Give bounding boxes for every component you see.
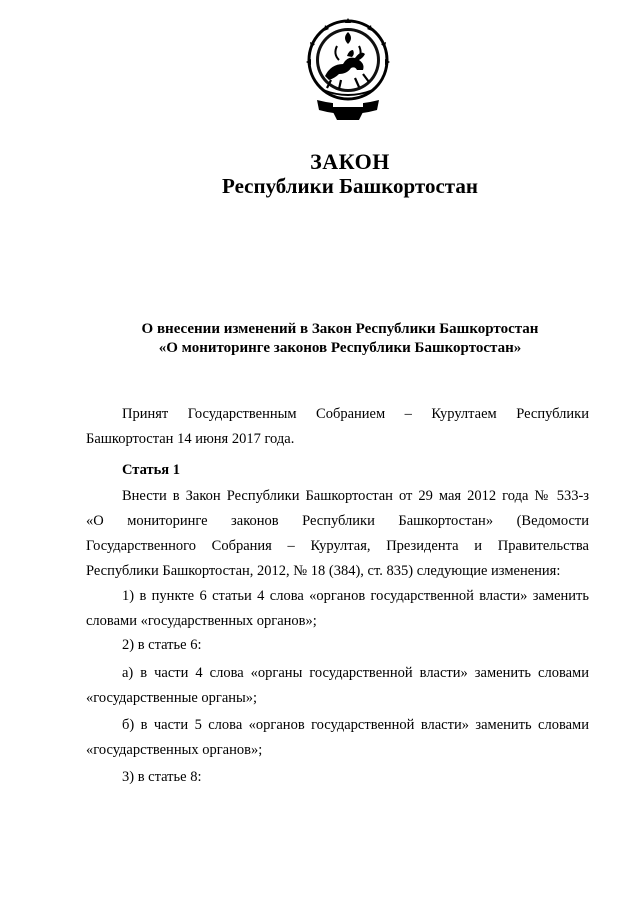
law-subject-line-1: О внесении изменений в Закон Республики Башкортостан — [141, 321, 539, 337]
item-2a-line-2: «государственные органы»; — [86, 690, 258, 706]
intro-line-2: «О мониторинге законов Республики Башкортостан» (Ведомости — [86, 513, 589, 529]
article-intro-paragraph — [86, 484, 589, 584]
article-item-1 — [86, 584, 589, 634]
intro-line-1: Внести в Закон Республики Башкортостан от 29 мая 2012 года № 533-з — [122, 488, 589, 504]
article-item-3: 3) в статье 8: — [122, 769, 202, 785]
document-title-republic: Республики Башкортостан — [222, 174, 478, 198]
item-2b-line-2: «государственных органов»; — [86, 742, 263, 758]
adoption-line-2: Башкортостан 14 июня 2017 года. — [86, 431, 295, 447]
item-2a-line-1: а) в части 4 слова «органы государственной власти» заменить словами — [122, 665, 589, 681]
intro-line-4: Республики Башкортостан, 2012, № 18 (384), ст. 835) следующие изменения: — [86, 563, 561, 579]
law-subject-line-2: «О мониторинге законов Республики Башкортостан» — [158, 340, 522, 356]
article-item-2: 2) в статье 6: — [122, 637, 202, 653]
article-item-2b — [86, 713, 589, 763]
document-title: ЗАКОН — [310, 149, 390, 174]
adoption-paragraph — [86, 402, 589, 452]
adoption-line-1: Принят Государственным Собранием – Курултаем Республики — [122, 406, 589, 422]
article-heading: Статья 1 — [122, 462, 180, 478]
coat-of-arms-icon — [303, 16, 393, 124]
article-item-2a — [86, 661, 589, 711]
item-2b-line-1: б) в части 5 слова «органов государственной власти» заменить словами — [122, 717, 589, 733]
intro-line-3: Государственного Собрания – Курултая, Президента и Правительства — [86, 538, 589, 554]
item-1-line-2: словами «государственных органов»; — [86, 613, 317, 629]
item-1-line-1: 1) в пункте 6 статьи 4 слова «органов государственной власти» заменить — [122, 588, 589, 604]
